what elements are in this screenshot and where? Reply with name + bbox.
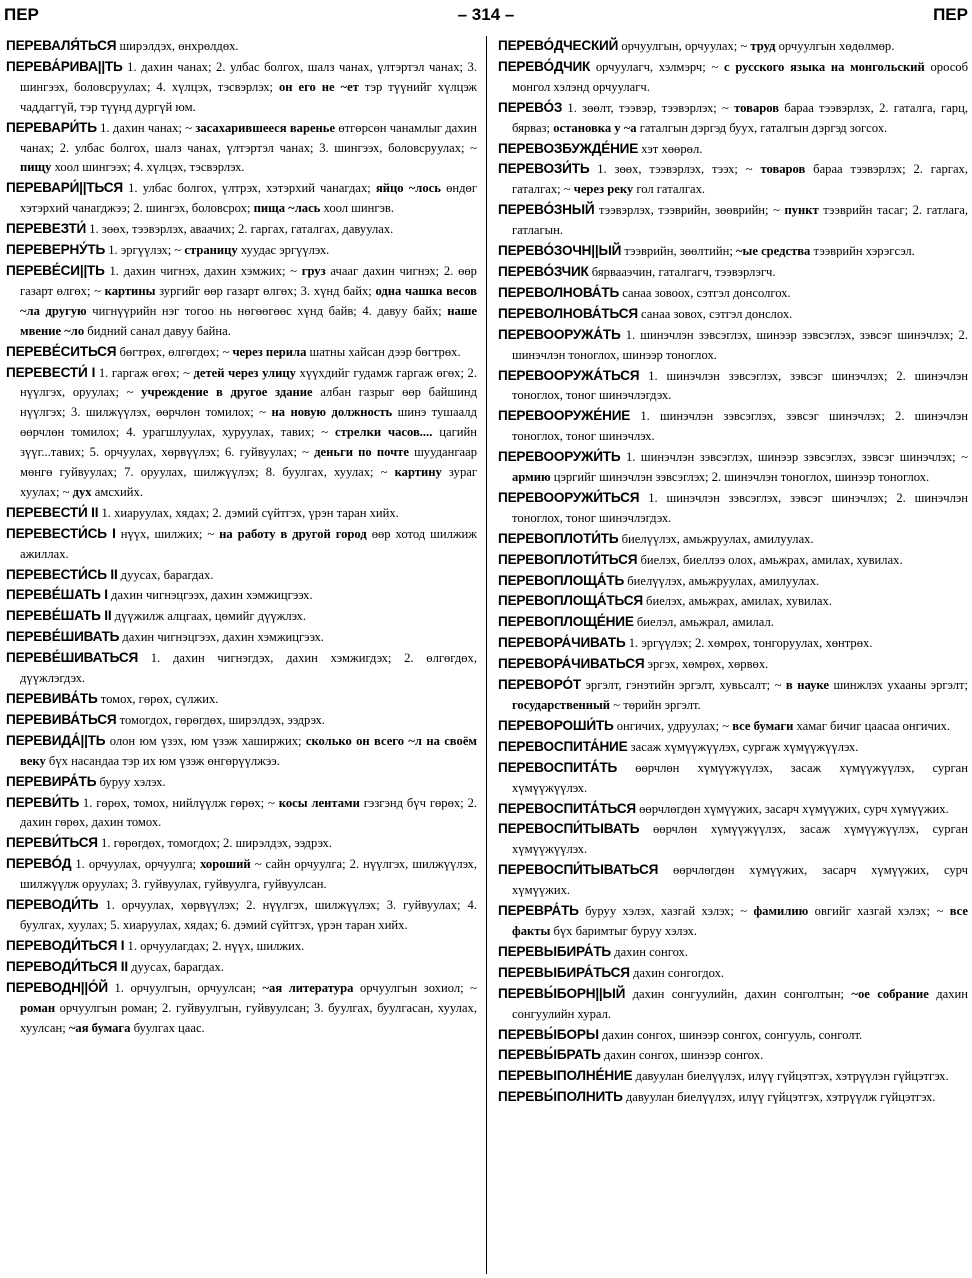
definition-text: дахин сонгуулийн хурал. xyxy=(512,986,968,1021)
definition-text: биелэх, амьжрах, амилах, хувилах. xyxy=(642,594,832,609)
definition-text: томогдох, гөрөгдөх, ширэлдэх, ээдрэх. xyxy=(116,712,325,727)
dictionary-entry xyxy=(6,363,477,503)
definition-text: өөрчлөгдөн хүмүүжих, засарч хүмүүжих, сурч хүмүүжих. xyxy=(635,801,949,816)
example-phrase: товаров xyxy=(734,100,780,115)
headword: ПЕРЕВАРИ́||ТЬСЯ xyxy=(6,180,123,196)
example-phrase: все бумаги xyxy=(732,718,794,733)
definition-text: өөрчлөгдөн хүмүүжих, засарч хүмүүжих, сурч хүмүүжих. xyxy=(512,863,968,898)
definition-text: цагийн зүүг...тавих; 5. орчуулах, хөрвүүлэх; 6. гуйвуулах; ~ xyxy=(20,425,477,460)
headword: ПЕРЕВООРУЖИ́ТЬ xyxy=(498,449,621,465)
definition-text: хоол шингээх; 4. хүлцэх, тэсвэрлэх. xyxy=(51,160,245,175)
dictionary-entry xyxy=(498,758,968,799)
headword: ПЕРЕВООРУЖЕ́НИЕ xyxy=(498,408,631,424)
dictionary-entry xyxy=(498,304,968,325)
example-phrase: товаров xyxy=(760,162,806,177)
dictionary-entry xyxy=(498,984,968,1025)
definition-text: орчуулгын зохиол; ~ xyxy=(353,980,477,995)
definition-text: 1. зөөлт, тээвэр, тээвэрлэх; ~ xyxy=(562,100,735,115)
dictionary-entry xyxy=(6,689,477,710)
definition-text: биелэх, биеллээ олох, амьжрах, амилах, хувилах. xyxy=(637,552,903,567)
example-phrase: на новую должность xyxy=(271,405,393,420)
dictionary-entry xyxy=(6,627,477,648)
definition-text: шинэ тушаалд өөрчлөн томилох; 4. урагшлуулах, хуруулах, тавих; ~ xyxy=(20,405,477,440)
dictionary-entry xyxy=(6,957,477,978)
dictionary-entry xyxy=(498,942,968,963)
headword: ПЕРЕВА́РИВА||ТЬ xyxy=(6,58,123,74)
headword: ПЕРЕВЫ́БОРН||ЫЙ xyxy=(498,985,626,1001)
dictionary-entry xyxy=(498,1066,968,1087)
definition-text: буруу хэлэх, хазгай хэлэх; ~ xyxy=(578,904,754,919)
dictionary-entry xyxy=(498,819,968,860)
definition-text: санаа зовох, сэтгэл донслох. xyxy=(637,306,793,321)
dictionary-entry xyxy=(498,571,968,592)
headword: ПЕРЕВЕРНУ́ТЬ xyxy=(6,242,106,258)
example-phrase: роман xyxy=(20,1000,56,1015)
dictionary-entry xyxy=(6,978,477,1039)
definition-text: бараа тээвэрлэх; 2. гаргах, гаталгах; ~ xyxy=(512,162,968,197)
definition-text: 1. зөөх, тээвэрлэх, тээх; ~ xyxy=(589,162,761,177)
definition-text: 1. дахин чанах; 2. улбас болгох, шалз чанах, үлтэртэл чанах; 3. шингээх, боловсруулах; 4. хүлцэх, тэсвэрлэх; xyxy=(20,59,477,94)
definition-text: тээврийн, зөөлтийн; xyxy=(621,244,736,259)
definition-text: тэр түүнийг хүлцэж чаддаггүй, тэр түүнд дургүй юм. xyxy=(20,79,477,114)
definition-text: 1. орчуулгын, орчуулсан; xyxy=(107,980,263,995)
dictionary-entry xyxy=(6,793,477,834)
headword: ПЕРЕВАЛЯ́ТЬСЯ xyxy=(6,38,117,53)
headword: ПЕРЕВОЗБУЖДЕ́НИЕ xyxy=(498,140,639,156)
headword: ПЕРЕВЕ́ШИВАТЬ xyxy=(6,629,120,645)
definition-text: хүүхдийг гудамж гаргаж өгөх; 2. нүүлгэх, оруулах; ~ xyxy=(20,365,477,400)
headword: ПЕРЕВЫ́БРАТЬ xyxy=(498,1047,601,1063)
headword: ПЕРЕВОДИ́ТЬ xyxy=(6,897,99,913)
headword: ПЕРЕВИВА́ТЬ xyxy=(6,691,98,706)
example-phrase: сколько он всего ~л на своём веку xyxy=(20,733,477,768)
dictionary-entry xyxy=(498,36,968,57)
dictionary-entry xyxy=(498,1025,968,1046)
dictionary-entry xyxy=(498,325,968,366)
headword: ПЕРЕВИ́ТЬ xyxy=(6,794,80,810)
definition-text: ~ төрийн эргэлт. xyxy=(610,698,701,712)
definition-text: 1. орчуулах, хөрвүүлэх; 2. нүүлгэх, шилжүүлэх; 3. гуйвуулах; 4. буулгах, хуулах; 5. хиаруулах, хядах; 6. дэмий сүйтгэх, үрэн таран хийх. xyxy=(20,898,477,932)
headword: ПЕРЕВОЛНОВА́ТЬСЯ xyxy=(498,305,638,321)
definition-text: олон юм үзэх, юм үзэж хаширжих; xyxy=(105,733,306,748)
dictionary-entry xyxy=(498,550,968,571)
headword: ПЕРЕВИРА́ТЬ xyxy=(6,773,97,789)
dictionary-entry xyxy=(6,57,477,118)
example-phrase: армию xyxy=(512,470,551,485)
definition-text: тээвэрлэх, тээврийн, зөөврийн; ~ xyxy=(594,203,785,218)
left-column xyxy=(6,36,487,1274)
definition-text: өөр хотод шилжиж ажиллах. xyxy=(20,526,477,561)
headword: ПЕРЕВОСПИТА́ТЬ xyxy=(498,759,618,775)
example-phrase: ~ая бумага xyxy=(68,1020,131,1035)
dictionary-entry xyxy=(498,447,968,488)
definition-text: ширэлдэх, өнхрөлдөх. xyxy=(116,39,239,53)
definition-text: орчуулагч, хэлмэрч; ~ xyxy=(590,59,725,74)
definition-text: дахин чигнэцгээх, дахин хэмжицгээх. xyxy=(107,588,313,603)
page-number: – 314 – xyxy=(457,5,515,24)
dictionary-entry xyxy=(6,240,477,261)
definition-text: орчуулгын роман; 2. гуйвуулгын, гуйвуулсан; 3. буулгах, буулгасан, хуулах, хуулсан; xyxy=(20,1000,477,1035)
dictionary-entry xyxy=(6,219,477,240)
headword: ПЕРЕВОРА́ЧИВАТЬ xyxy=(498,635,626,651)
dictionary-entry xyxy=(6,710,477,731)
headword: ПЕРЕВЫПОЛНЕ́НИЕ xyxy=(498,1068,633,1084)
page-header xyxy=(4,2,968,28)
definition-text: хамаг бичиг цаасаа онгичих. xyxy=(793,718,951,733)
example-phrase: пункт xyxy=(784,203,819,218)
headword: ПЕРЕВОДИ́ТЬСЯ I xyxy=(6,937,125,953)
definition-text: 1. шинэчлэн зэвсэглэх, зэвсэг шинэчлэх; 2. шинэчлэн тоноглох, тоног шинэчлэгдэх. xyxy=(512,368,968,403)
headword: ПЕРЕВОСПИТА́ТЬСЯ xyxy=(498,800,636,816)
definition-text: нүүх, шилжих; ~ xyxy=(115,526,220,541)
example-phrase: остановка у ~а xyxy=(553,120,637,135)
definition-text: ~ сайн орчуулга; 2. нүүлгэх, шилжүүлэх, шилжүүлж оруулах; 3. гуйвуулах, гуйвуулга, гуйвуулсан. xyxy=(20,857,477,892)
dictionary-entry xyxy=(6,895,477,936)
headword: ПЕРЕВОЛНОВА́ТЬ xyxy=(498,284,620,300)
definition-text: онгичих, удруулах; ~ xyxy=(613,718,733,733)
dictionary-entry xyxy=(498,654,968,675)
definition-text: өөрчлөн хүмүүжүүлэх, засаж хүмүүжүүлэх, сурган хүмүүжүүлэх. xyxy=(512,822,968,857)
definition-text: биелүүлэх, амьжруулах, амилуулах. xyxy=(624,573,820,588)
example-phrase: хороший xyxy=(200,857,251,872)
headword: ПЕРЕВОРА́ЧИВАТЬСЯ xyxy=(498,656,645,672)
headword: ПЕРЕВЕСТИ́СЬ II xyxy=(6,566,118,582)
definition-text: дуусах, барагдах. xyxy=(127,959,224,974)
dictionary-entry xyxy=(6,261,477,342)
definition-text: биелүүлэх, амьжруулах, амилуулах. xyxy=(618,531,814,546)
definition-text: 1. зөөх, тээвэрлэх, аваачих; 2. гаргах, гаталгах, давуулах. xyxy=(86,222,394,237)
definition-text: бөгтрөх, өлгөгдөх; ~ xyxy=(116,344,233,359)
definition-text: 1. улбас болгох, үлтрэх, хэтэрхий чанагдах; xyxy=(122,181,376,196)
definition-text: хэт хөөрөл. xyxy=(638,141,703,156)
headword: ПЕРЕВОПЛОЩА́ТЬ xyxy=(498,572,625,588)
dictionary-entry xyxy=(498,675,968,716)
definition-text: чигнүүрийн нэг тогоо нь нөгөөгөөс хүнд байв; 4. давуу байх; xyxy=(86,303,448,318)
definition-text: буулгах цаас. xyxy=(130,1020,205,1035)
example-phrase: он его не ~ет xyxy=(279,79,359,94)
dictionary-entry xyxy=(6,731,477,772)
dictionary-entry xyxy=(6,936,477,957)
example-phrase: труд xyxy=(750,39,776,53)
headword: ПЕРЕВЫБИРА́ТЬСЯ xyxy=(498,964,630,980)
headword: ПЕРЕВИ́ТЬСЯ xyxy=(6,835,98,851)
dictionary-entry xyxy=(6,565,477,586)
dictionary-entry xyxy=(498,633,968,654)
definition-text: бидний санал давуу байна. xyxy=(84,323,231,338)
dictionary-entry xyxy=(498,901,968,942)
headword: ПЕРЕВО́ЗЧИК xyxy=(498,263,589,279)
dictionary-entry xyxy=(6,585,477,606)
definition-text: томох, гөрөх, сүлжих. xyxy=(97,692,219,706)
definition-text: амсхийх. xyxy=(91,484,143,499)
headword: ПЕРЕВОПЛОЩА́ТЬСЯ xyxy=(498,593,643,609)
example-phrase: засахарившееся варенье xyxy=(195,120,336,135)
example-phrase: ~ое собрание xyxy=(851,986,929,1001)
definition-text: ачааг дахин чигнэх; 2. өөр газарт өлгөх; ~ xyxy=(20,263,477,298)
definition-text: санаа зовоох, сэтгэл донсолгох. xyxy=(619,285,791,300)
definition-text: хоол шингэв. xyxy=(320,201,395,216)
headword: ПЕРЕВОСПИТА́НИЕ xyxy=(498,738,628,754)
definition-text: шинжлэх ухааны эргэлт; xyxy=(828,678,968,693)
definition-text: эргэлт, гэнэтийн эргэлт, хувьсалт; ~ xyxy=(581,678,786,693)
headword: ПЕРЕВЕ́ШАТЬ I xyxy=(6,587,108,603)
dictionary-columns xyxy=(6,36,968,1274)
headword: ПЕРЕВО́ЗНЫЙ xyxy=(498,202,595,218)
dictionary-entry xyxy=(498,488,968,529)
headword: ПЕРЕВО́ЗОЧН||ЫЙ xyxy=(498,243,622,259)
dictionary-entry xyxy=(498,860,968,901)
definition-text: 1. шинэчлэн зэвсэглэх, зэвсэг шинэчлэх; 2. шинэчлэн тоноглох, тоног шинэчлэгдэх. xyxy=(512,490,968,525)
dictionary-entry xyxy=(6,772,477,793)
example-phrase: груз xyxy=(301,263,326,278)
dictionary-entry xyxy=(498,529,968,550)
dictionary-entry xyxy=(498,799,968,820)
definition-text: шатны хайсан дээр бөгтрөх. xyxy=(306,344,461,359)
example-phrase: одна чашка весов ~ла другую xyxy=(20,283,477,318)
definition-text: бүх баримтыг буруу хэлэх. xyxy=(550,923,697,938)
definition-text: 1. эргүүлэх; ~ xyxy=(105,243,185,258)
headword: ПЕРЕВОПЛОТИ́ТЬСЯ xyxy=(498,551,638,567)
definition-text: 1. шинэчлэн зэвсэглэх, шинээр зэвсэглэх, зэвсэг шинэчлэх; ~ xyxy=(620,450,968,465)
definition-text: 1. гөрөх, томох, нийлүүлж гөрөх; ~ xyxy=(79,795,279,810)
dictionary-entry xyxy=(6,342,477,363)
example-phrase: ~ая литература xyxy=(262,980,354,995)
definition-text: орособ монгол хэлэнд орчуулагч. xyxy=(512,59,968,94)
definition-text: бараа тээвэрлэх, 2. гаталга, гарц, бярваз; xyxy=(512,100,968,135)
headword: ПЕРЕВЕСТИ́ II xyxy=(6,504,99,520)
example-phrase: через реку xyxy=(573,182,634,197)
definition-text: цэргийг шинэчлэн зэвсэглэх; 2. шинэчлэн тоноглох, шинээр тоноглох. xyxy=(550,470,930,485)
headword: ПЕРЕВО́ДЧЕСКИЙ xyxy=(498,38,619,53)
headword: ПЕРЕВЕСТИ́СЬ I xyxy=(6,525,116,541)
headword: ПЕРЕВЕ́ШАТЬ II xyxy=(6,608,112,624)
definition-text: дахин чигнэцгээх, дахин хэмжицгээх. xyxy=(119,630,324,645)
headword: ПЕРЕВИВА́ТЬСЯ xyxy=(6,711,117,727)
dictionary-entry xyxy=(6,524,477,565)
dictionary-entry xyxy=(498,737,968,758)
definition-text: буруу хэлэх. xyxy=(96,774,166,789)
definition-text: албан газрыг өөр байшинд нүүлгэх; 3. шилжүүлэх, өөрчлөн томилох; ~ xyxy=(20,385,477,420)
definition-text: бүх насандаа тэр их юм үзэж өнгөрүүлжээ. xyxy=(45,753,280,768)
definition-text: 1. хиаруулах, хядах; 2. дэмий сүйтгэх, үрэн таран хийх. xyxy=(98,505,399,520)
definition-text: давуулан биелүүлэх, илүү гүйцэтгэх, хэтрүүлэн гүйцэтгэх. xyxy=(632,1069,949,1084)
definition-text: засаж хүмүүжүүлэх, сургаж хүмүүжүүлэх. xyxy=(627,739,859,754)
definition-text: зургийг өөр газарт өлгөх; 3. хүнд байх; xyxy=(155,283,376,298)
headword: ПЕРЕВЕ́СИ||ТЬ xyxy=(6,262,105,278)
header-left-guide-word: ПЕР xyxy=(4,5,39,24)
definition-text: 1. эргүүлэх; 2. хөмрөх, тонгоруулах, хөнтрөх. xyxy=(625,636,873,651)
headword: ПЕРЕВЫБИРА́ТЬ xyxy=(498,943,612,959)
example-phrase: в науке xyxy=(785,678,829,693)
example-phrase: стрелки часов.... xyxy=(334,425,433,440)
dictionary-entry xyxy=(6,606,477,627)
definition-text: дуусах, барагдах. xyxy=(117,567,214,582)
headword: ПЕРЕВЕСТИ́ I xyxy=(6,364,96,380)
definition-text: давуулан биелүүлэх, илүү гүйцэтгэх, хэтрүүлж гүйцэтгэх. xyxy=(622,1090,936,1105)
example-phrase: все факты xyxy=(512,904,968,938)
example-phrase: ~ые средства xyxy=(735,244,811,259)
definition-text: дахин сонгогдох. xyxy=(629,965,725,980)
dictionary-entry xyxy=(498,406,968,447)
dictionary-entry xyxy=(498,98,968,139)
definition-text: дахин сонгох. xyxy=(611,944,688,959)
definition-text: бярвааэчин, гаталгагч, тээвэрлэгч. xyxy=(588,264,776,279)
example-phrase: через перила xyxy=(232,344,307,359)
headword: ПЕРЕВОСПИ́ТЫВАТЬСЯ xyxy=(498,862,659,878)
example-phrase: наше мвение ~ло xyxy=(20,303,477,338)
dictionary-entry xyxy=(498,200,968,241)
dictionary-entry xyxy=(6,854,477,895)
headword: ПЕРЕВЕЗТИ́ xyxy=(6,221,87,237)
definition-text: орчуулгын, орчуулах; ~ xyxy=(618,39,751,53)
headword: ПЕРЕВЕ́СИТЬСЯ xyxy=(6,343,117,359)
headword: ПЕРЕВАРИ́ТЬ xyxy=(6,119,97,135)
definition-text: эргэх, хөмрөх, хөрвөх. xyxy=(644,657,769,672)
headword: ПЕРЕВОРОШИ́ТЬ xyxy=(498,717,614,733)
example-phrase: фамилию xyxy=(753,904,809,919)
headword: ПЕРЕВООРУЖИ́ТЬСЯ xyxy=(498,489,640,505)
example-phrase: с русского языка на монгольский xyxy=(724,59,925,74)
dictionary-entry xyxy=(498,283,968,304)
headword: ПЕРЕВЫ́ПОЛНИТЬ xyxy=(498,1089,623,1105)
headword: ПЕРЕВОРО́Т xyxy=(498,677,581,693)
headword: ПЕРЕВОДИ́ТЬСЯ II xyxy=(6,958,128,974)
definition-text: 1. орчуулах, орчуулга; xyxy=(71,857,201,872)
dictionary-entry xyxy=(498,57,968,98)
definition-text: гаталгын дэргэд бууx, гаталгын дэргэд зогсох. xyxy=(636,120,888,135)
example-phrase: косы лентами xyxy=(278,795,360,810)
dictionary-entry xyxy=(6,503,477,524)
headword: ПЕРЕВО́Д xyxy=(6,856,72,872)
headword: ПЕРЕВООРУЖА́ТЬ xyxy=(498,326,621,342)
definition-text: 1. дахин чигнэгдэх, дахин хэмжигдэх; 2. өлгөгдөх, дүүжлэгдэх. xyxy=(20,651,477,686)
headword: ПЕРЕВООРУЖА́ТЬСЯ xyxy=(498,367,640,383)
dictionary-entry xyxy=(498,159,968,200)
right-column xyxy=(487,36,968,1274)
definition-text: гэзгэнд бүч гөрөх; 2. дахин гөрөх, дахин томох. xyxy=(20,795,478,830)
definition-text: 1. гөрөгдөх, томогдох; 2. ширэлдэх, ээдрэх. xyxy=(97,836,332,851)
example-phrase: пищу xyxy=(20,160,52,175)
definition-text: тээврийн хэрэгсэл. xyxy=(810,244,915,259)
example-phrase: на работу в другой город xyxy=(219,526,367,541)
definition-text: дүүжилж алцгаах, цөмийг дүүжлэх. xyxy=(111,609,307,624)
definition-text: 1. шинэчлэн зэвсэглэх, шинээр зэвсэглэх, зэвсэг шинэчлэх; 2. шинэчлэн тоноглох, шинээр тоноглох. xyxy=(512,327,968,362)
definition-text: өтгөрсөн чанамлыг дахин чанах; 2. улбас болгох, шалз чанах, үлтэртэл чанах; 3. шингээх, боловсруулах; ~ xyxy=(20,120,477,155)
headword: ПЕРЕВОДН||О́Й xyxy=(6,979,108,995)
definition-text: 1. шинэчлэн зэвсэглэх, зэвсэг шинэчлэх; 2. шинэчлэн тоноглох, тоног шинэчлэх. xyxy=(512,409,968,444)
definition-text: зураг хуулах; ~ xyxy=(20,465,477,499)
example-phrase: страницу xyxy=(184,243,238,258)
example-phrase: дух xyxy=(72,484,92,499)
dictionary-entry xyxy=(6,648,477,689)
headword: ПЕРЕВО́ДЧИК xyxy=(498,58,591,74)
dictionary-entry xyxy=(6,833,477,854)
definition-text: дахин сонгох, шинээр сонгох. xyxy=(600,1048,764,1063)
definition-text: овгийг хазгай хэлэх; ~ xyxy=(808,904,950,919)
definition-text: дахин сонгуулийн, дахин сонголтын; xyxy=(625,986,852,1001)
dictionary-entry xyxy=(498,1045,968,1066)
dictionary-entry xyxy=(498,262,968,283)
headword: ПЕРЕВОПЛОЩЕ́НИЕ xyxy=(498,614,634,630)
example-phrase: яйцо ~лось xyxy=(375,181,441,196)
definition-text: хуудас эргүүлэх. xyxy=(237,243,330,258)
definition-text: шуудангаар мөнгө гуйвуулах; 7. оруулах, шилжүүлэх; 8. буулгах, хуулах; ~ xyxy=(20,445,477,480)
example-phrase: пища ~лась xyxy=(253,201,321,216)
example-phrase: учреждение в другое здание xyxy=(141,385,313,400)
dictionary-entry xyxy=(6,36,477,57)
dictionary-entry xyxy=(498,241,968,262)
dictionary-entry xyxy=(498,716,968,737)
headword: ПЕРЕВЫ́БОРЫ xyxy=(498,1026,599,1042)
definition-text: дахин сонгох, шинээр сонгох, сонгууль, сонголт. xyxy=(598,1027,863,1042)
example-phrase: государственный xyxy=(512,698,611,712)
example-phrase: картины xyxy=(104,283,156,298)
definition-text: гол гаталгах. xyxy=(633,182,706,197)
definition-text: 1. дахин чигнэх, дахин хэмжих; ~ xyxy=(104,263,302,278)
definition-text: өндөг хэтэрхий чанагджээ; 2. шингэх, боловсрох; xyxy=(20,181,478,216)
dictionary-entry xyxy=(498,591,968,612)
dictionary-entry xyxy=(498,963,968,984)
definition-text: өөрчлөн хүмүүжүүлэх, засаж хүмүүжүүлэх, сурган хүмүүжүүлэх. xyxy=(512,760,968,795)
definition-text: тээврийн тасаг; 2. гатлага, гатлагын. xyxy=(512,203,968,238)
dictionary-entry xyxy=(498,366,968,407)
headword: ПЕРЕВЕ́ШИВАТЬСЯ xyxy=(6,650,139,666)
headword: ПЕРЕВОПЛОТИ́ТЬ xyxy=(498,530,619,546)
headword: ПЕРЕВОЗИ́ТЬ xyxy=(498,161,590,177)
headword: ПЕРЕВО́З xyxy=(498,99,563,115)
headword: ПЕРЕВРА́ТЬ xyxy=(498,903,579,919)
example-phrase: картину xyxy=(394,465,442,480)
dictionary-entry xyxy=(6,178,477,219)
example-phrase: деньги по почте xyxy=(314,445,409,460)
definition-text: 1. гаргаж өгөх; ~ xyxy=(95,365,194,380)
dictionary-entry xyxy=(498,1087,968,1108)
dictionary-entry xyxy=(498,139,968,160)
headword: ПЕРЕВИДА́||ТЬ xyxy=(6,732,106,748)
definition-text: биелэл, амьжрал, амилал. xyxy=(633,615,774,630)
definition-text: 1. дахин чанах; ~ xyxy=(96,120,196,135)
definition-text: орчуулгын хөдөлмөр. xyxy=(775,39,895,53)
headword: ПЕРЕВОСПИ́ТЫВАТЬ xyxy=(498,821,640,837)
dictionary-entry xyxy=(498,612,968,633)
header-right-guide-word: ПЕР xyxy=(933,5,968,24)
definition-text: 1. орчуулагдах; 2. нүүх, шилжих. xyxy=(124,938,305,953)
example-phrase: детей через улицу xyxy=(193,365,296,380)
dictionary-entry xyxy=(6,118,477,179)
